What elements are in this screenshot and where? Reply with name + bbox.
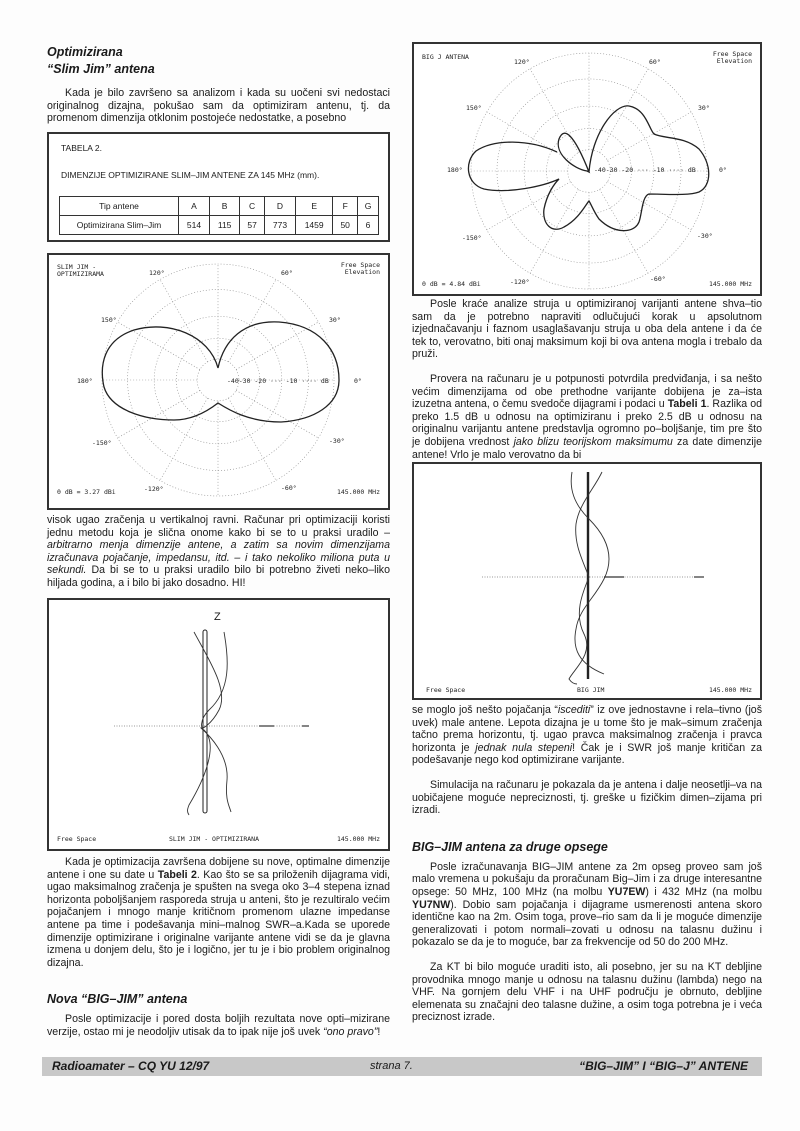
angle-label: -30°: [697, 232, 713, 240]
big-j-polar-diagram: [412, 42, 762, 296]
current-curve: [569, 472, 602, 684]
paragraph: [47, 514, 390, 590]
italic-text: arbitrarno menja dimenzije antene, a zatim sa novim dimenzijama izračunava pojačanje, impedansu, itd. – i tako nekoliko miliona puta u sekundi.: [47, 539, 390, 577]
table-header: F: [333, 197, 358, 216]
table-cell: 57: [240, 216, 265, 235]
angle-label: 180°: [447, 166, 463, 174]
table-cell: Optimizirana Slim–Jim: [60, 216, 179, 235]
frequency-label: 145.000 MHz: [336, 488, 380, 496]
table-cell: 6: [358, 216, 379, 235]
angle-label: 60°: [649, 58, 661, 66]
heading-line-1: Optimizirana: [47, 45, 123, 59]
table-row: [60, 216, 379, 235]
table-cell: 1459: [295, 216, 332, 235]
text-run: ) i 432 MHz (na molbu: [645, 885, 762, 898]
corner-line: Free Space: [340, 261, 380, 269]
angle-label: -150°: [462, 234, 482, 242]
table-reference: Tabeli 1: [667, 398, 707, 411]
grid-spoke: [487, 182, 571, 230]
paragraph: [47, 856, 390, 969]
footer-publication: Radioamater – CQ YU 12/97: [52, 1059, 210, 1073]
diagram-center-label: BIG JIM: [577, 686, 605, 694]
table-caption: DIMENZIJE OPTIMIZIRANE SLIM–JIM ANTENE ZA 145 MHz (mm).: [61, 170, 320, 180]
table-cell: 514: [179, 216, 210, 235]
angle-label: 30°: [329, 316, 341, 324]
current-plot-slim: [49, 600, 388, 849]
grid-spoke: [236, 390, 318, 438]
grid-spoke: [607, 112, 691, 160]
angle-label: 60°: [281, 269, 293, 277]
text-run: Posle izračunavanja BIG–JIM antene za 2m opseg proveo sam još malo vremena u pokušaju da proračunam Big–Jim i za druge interesantne opsege: 50 MHz, 100 MHz (na molbu: [412, 860, 762, 898]
diagram-title: [57, 264, 104, 278]
text-run: !: [377, 1025, 381, 1038]
table-header: Tip antene: [60, 197, 179, 216]
frequency-label: 145.000 MHz: [708, 280, 752, 288]
angle-label: 120°: [514, 58, 530, 66]
grid-spoke: [600, 69, 648, 153]
text-run: ! Čak je i SWR još manje kritičan za podešavanje nego kod optimizirane varijante.: [412, 741, 762, 767]
angle-label: -60°: [281, 484, 297, 492]
angle-label: 150°: [466, 104, 482, 112]
grid-spoke: [118, 390, 200, 438]
table-header: E: [295, 197, 332, 216]
left-column-text-3: [47, 856, 390, 1039]
paragraph: Posle kraće analize struja u optimiziranoj varijanti antene shva–tio sam da je potrebno napraviti odlučujući korak u apsolutnom izjednačavanju i faznom usaglašavanju struja u oba dela antene i da će tek to, verovatno, biti onaj maksimum koji bi ova antena mogla i trebalo da pruži.: [412, 298, 762, 361]
radiation-pattern-slim: [102, 322, 339, 422]
antenna-element: [203, 630, 207, 813]
text-run: Kada je optimizacija završena dobijene su nove, optimalne dimenzije antene i one su date u: [47, 856, 390, 881]
table-cell: 115: [210, 216, 240, 235]
text-run: . Kao što se sa priloženih dijagrama vidi, ugao maksimalnog zračenja je spušten na svega oko 3–4 stepena iznad horizonta poboljšanjem rasporeda struja u anteni, što je rezultiralo većim pojačanjem i mnogo manje kritičnom promenom ulazne impedanse antene pa time i podešavanja mini–malnog SWR–a.Kada se uporede dimenzije optimizirane i originalne varijante antene vidi se da je glavna izmena u donjem delu, što je i logično, jer tu je i bio problem originalnog dizajna.: [47, 868, 390, 969]
title-line: SLIM JIM -: [57, 263, 97, 271]
grid-spoke: [236, 322, 318, 370]
grid-spoke: [160, 398, 208, 480]
table-header: D: [264, 197, 295, 216]
z-axis-label: Z: [214, 611, 221, 623]
angle-label: -120°: [510, 278, 530, 286]
callsign: YU7NW: [412, 898, 451, 911]
table-header: G: [358, 197, 379, 216]
text-run: ” iz ove jednostavne i rela–tivno (još uvek) male antene. Lepota dizajna je u tome što je mak–simum zračenja tačno prema horizontu, tj. ugao pravca maksimalnog zračenja i pravca horizonta je: [412, 704, 762, 754]
angle-label: 0°: [719, 166, 727, 174]
current-plot-big: [414, 464, 760, 698]
angle-label: 30°: [698, 104, 710, 112]
angle-label: -150°: [92, 439, 112, 447]
diagram-corner-label: [341, 262, 380, 276]
paragraph: Simulacija na računaru je pokazala da je antena i dalje neosetlji–va na uobičajene moguće nepreciznosti, tj. greške u fizičkim dimen–zijama pri izradi.: [412, 778, 762, 817]
corner-line: Elevation: [716, 57, 752, 65]
table-cell: 50: [333, 216, 358, 235]
italic-text: jednak nula stepeni: [475, 741, 573, 754]
frequency-label: 145.000 MHz: [708, 686, 752, 694]
slim-jim-polar-diagram: [47, 253, 390, 510]
table-header: C: [240, 197, 265, 216]
paragraph: [412, 861, 762, 949]
text-run: se moglo još nešto pojačanja “: [412, 704, 558, 716]
text-run: Provera na računaru je u potpunosti potvrdila predviđanja, i sa nešto većim dimenzijama od obe prethodne varijante dobijena je za–ista izuzetna antena, o čemu svedoče dijagrami i podaci u: [412, 372, 762, 411]
reference-level: 0 dB = 3.27 dBi: [57, 488, 116, 496]
italic-text: jako blizu teorijskom maksimumu: [513, 435, 673, 448]
heading-line-2: “Slim Jim” antena: [47, 62, 155, 76]
right-column-text-1: [412, 298, 762, 461]
diagram-center-label: SLIM JIM - OPTIMIZIRANA: [169, 835, 260, 843]
grid-spoke: [607, 182, 691, 230]
footer-page-number: strana 7.: [370, 1060, 413, 1072]
text-run: ). Dobio sam pojačanja i dijagrame usmerenosti antena skoro identične kao na 2m. Osim toga, prove–rio sam da li je moguće dimenzije generalizovati i potom normali–zovati u odnosu na talasnu dužinu i pokazalo se da je to moguće, bar za frekvencije od 50 do 200 MHz.: [412, 898, 762, 949]
db-scale: -40-30 -20 ··· -10 ···· dB: [594, 166, 696, 174]
page-footer: [42, 1057, 762, 1076]
angle-label: -120°: [144, 485, 164, 493]
grid-spoke: [160, 280, 208, 362]
callsign: YU7EW: [607, 885, 646, 898]
text-run: Da bi se to u praksi uradilo bilo bi potrebno živeti neko–liko hiljada godina, a i bilo bi jako dosadno. HI!: [47, 564, 390, 589]
paragraph: Kada je bilo završeno sa analizom i kada su uočeni svi nedostaci originalnog dizajna, pokušao sam da optimiziram antenu, tj. da promenom dimenzija otklonim postojeće nedostatke, a posebno: [47, 87, 390, 125]
angle-label: -30°: [329, 437, 345, 445]
corner-line: Free Space: [712, 50, 752, 58]
paragraph: [412, 373, 762, 461]
table-cell: 773: [264, 216, 295, 235]
angle-label: -60°: [650, 275, 666, 283]
left-column: [47, 44, 390, 125]
paragraph: [47, 1013, 390, 1038]
angle-label: 180°: [77, 377, 93, 385]
polar-plot-slim: [49, 255, 388, 508]
section-heading-optimizirana: [47, 44, 390, 78]
current-curve: [571, 472, 609, 674]
dimensions-table: [59, 196, 379, 235]
footer-article-title: “BIG–JIM” I “BIG–J” ANTENE: [579, 1059, 748, 1073]
table-header: A: [179, 197, 210, 216]
grid-spoke: [530, 69, 578, 153]
grid-spoke: [228, 280, 276, 362]
db-scale: -40-30 -20 ··· -10 ···· dB: [227, 377, 329, 385]
corner-line: Elevation: [344, 268, 380, 276]
grid-spoke: [118, 322, 200, 370]
angle-label: 0°: [354, 377, 362, 385]
grid-spoke: [228, 398, 276, 480]
right-column-text-2: [412, 704, 762, 1024]
table-2-box: [47, 132, 390, 242]
text-run: za date dimenzije antene! Vrlo je malo verovatno da bi: [412, 435, 763, 461]
italic-text: “ono pravo”: [323, 1025, 378, 1038]
big-jim-current-diagram: [412, 462, 762, 700]
table-header-row: [60, 197, 379, 216]
left-column-text-2: [47, 514, 390, 590]
diagram-title: BIG J ANTENA: [422, 53, 469, 61]
polar-plot-big: [414, 44, 760, 294]
table-reference: Tabeli 2: [157, 868, 197, 881]
italic-text: iscediti: [557, 704, 591, 716]
diagram-corner-label: [713, 51, 752, 65]
grid-spoke: [530, 189, 578, 273]
section-heading-big-jim-other-bands: BIG–JIM antena za druge opsege: [412, 839, 608, 854]
text-run: . Razlika od preko 1.5 dB u odnosu na optimiziranu i preko 2.5 dB u odnosu na originalnu varijantu antene predstavlja ogromno po–boljšanje, tim pre što je dobijena vrednost: [412, 398, 762, 448]
diagram-left-label: Free Space: [426, 686, 466, 694]
angle-label: 150°: [101, 316, 117, 324]
slim-jim-current-diagram: [47, 598, 390, 851]
reference-level: 0 dB = 4.84 dBi: [422, 280, 481, 288]
frequency-label: 145.000 MHz: [336, 835, 380, 843]
title-line: OPTIMIZIRAMA: [57, 270, 104, 278]
section-heading-nova-big-jim: Nova “BIG–JIM” antena: [47, 992, 188, 1007]
angle-label: 120°: [149, 269, 165, 277]
table-header: B: [210, 197, 240, 216]
text-run: Posle optimizacije i pored dosta boljih rezultata nove opti–mizirane verzije, ostao mi je neodoljiv utisak da to ipak nije još uvek: [47, 1013, 390, 1038]
paragraph: Za KT bi bilo moguće uraditi isto, ali posebno, jer su na KT debljine provodnika mnogo manje u odnosu na talasnu dužinu (lambda) nego na VHF. Na gornjem delu VHF i na UHF području je obrnuto, debljine elemenata su značajni deo talasne dužine, a osim toga potrebna je i veća preciznost izrade.: [412, 960, 762, 1024]
paragraph: [412, 704, 762, 767]
grid-spoke: [487, 112, 571, 160]
text-run: visok ugao zračenja u vertikalnoj ravni. Računar pri optimizaciji koristi jednu metodu koja je slična onome kako bi se to u praksi uradilo –: [47, 514, 390, 539]
table-title: TABELA 2.: [61, 143, 102, 153]
diagram-left-label: Free Space: [57, 835, 97, 843]
